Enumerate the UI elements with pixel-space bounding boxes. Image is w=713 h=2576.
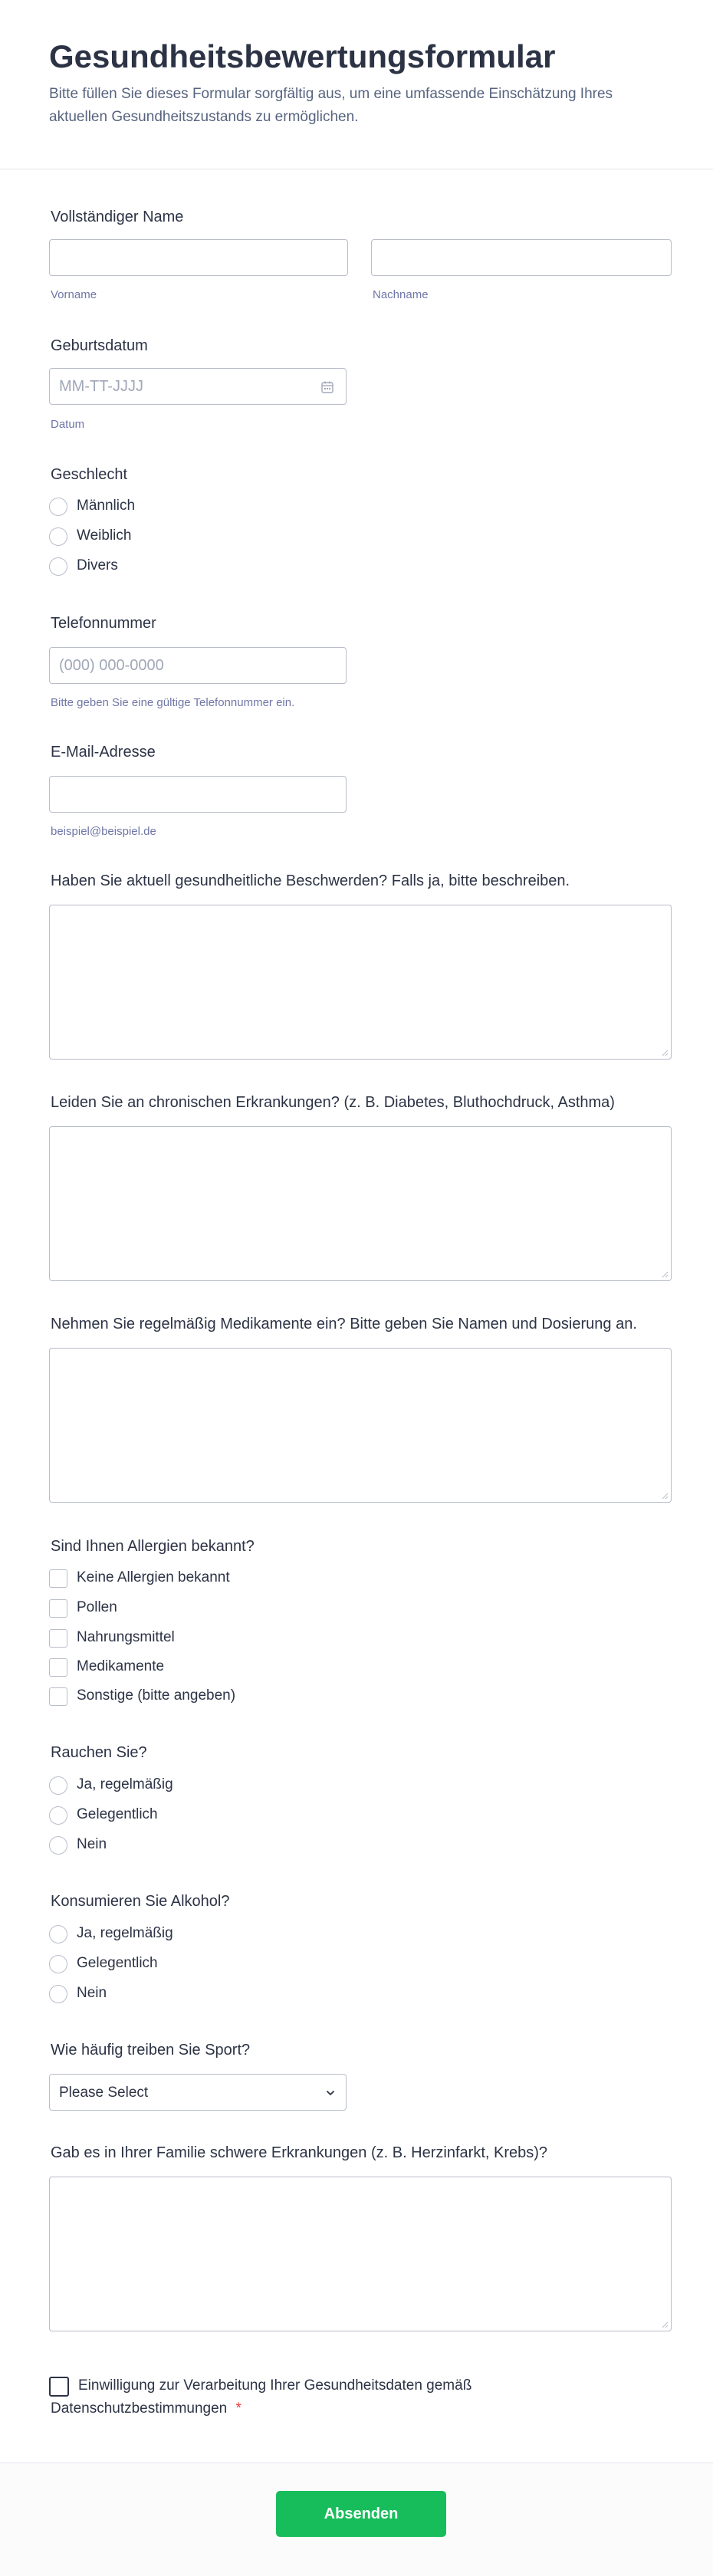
form-title: Gesundheitsbewertungsformular — [49, 38, 556, 74]
birthdate-sublabel: Datum — [51, 418, 85, 431]
birthdate-input[interactable]: MM-TT-JJJJ — [49, 368, 347, 405]
radio-button[interactable] — [49, 1806, 67, 1825]
option-label: Männlich — [77, 498, 136, 514]
option-label: Pollen — [77, 1599, 117, 1615]
smoking-label: Rauchen Sie? — [51, 1744, 147, 1761]
submit-button[interactable]: Absenden — [276, 2491, 446, 2537]
sport-select[interactable] — [49, 2074, 347, 2111]
family-textarea[interactable] — [49, 2177, 672, 2331]
radio-button[interactable] — [49, 1985, 67, 2003]
alcohol-label: Konsumieren Sie Alkohol? — [51, 1893, 230, 1910]
gender-label: Geschlecht — [51, 466, 128, 483]
checkbox[interactable] — [49, 1569, 67, 1588]
first-name-sublabel: Vorname — [51, 288, 97, 301]
resize-handle-icon[interactable] — [661, 1049, 669, 1056]
chevron-down-icon — [324, 2087, 337, 2099]
checkbox[interactable] — [49, 1599, 67, 1618]
option-label: Weiblich — [77, 527, 132, 544]
option-label: Nahrungsmittel — [77, 1629, 175, 1645]
email-sublabel: beispiel@beispiel.de — [51, 825, 156, 838]
option-label: Divers — [77, 557, 118, 573]
option-label: Nein — [77, 1985, 107, 2001]
option-label: Sonstige (bitte angeben) — [77, 1687, 236, 1704]
option-label: Gelegentlich — [77, 1955, 158, 1971]
birthdate-label: Geburtsdatum — [51, 337, 148, 354]
medication-textarea[interactable] — [49, 1348, 672, 1503]
option-label: Ja, regelmäßig — [77, 1776, 173, 1792]
name-label: Vollständiger Name — [51, 209, 184, 225]
complaints-textarea[interactable] — [49, 905, 672, 1060]
radio-button[interactable] — [49, 1925, 67, 1944]
option-label: Keine Allergien bekannt — [77, 1569, 230, 1585]
option-label: Nein — [77, 1836, 107, 1852]
phone-sublabel: Bitte geben Sie eine gültige Telefonnummer ein. — [51, 696, 295, 709]
checkbox[interactable] — [49, 1687, 67, 1706]
allergies-label: Sind Ihnen Allergien bekannt? — [51, 1538, 255, 1555]
calendar-icon[interactable] — [320, 380, 334, 394]
form-header — [0, 0, 713, 169]
option-label: Medikamente — [77, 1658, 165, 1674]
checkbox[interactable] — [49, 1629, 67, 1648]
radio-button[interactable] — [49, 527, 67, 546]
email-input[interactable] — [49, 776, 347, 813]
resize-handle-icon[interactable] — [661, 1492, 669, 1500]
family-label: Gab es in Ihrer Familie schwere Erkrankungen (z. B. Herzinfarkt, Krebs)? — [51, 2144, 548, 2161]
radio-button[interactable] — [49, 498, 67, 516]
chronic-label: Leiden Sie an chronischen Erkrankungen? (z. B. Diabetes, Bluthochdruck, Asthma) — [51, 1094, 615, 1111]
radio-button[interactable] — [49, 1776, 67, 1795]
medication-label: Nehmen Sie regelmäßig Medikamente ein? Bitte geben Sie Namen und Dosierung an. — [51, 1316, 637, 1332]
last-name-input[interactable] — [371, 239, 672, 276]
required-mark: * — [235, 2400, 242, 2417]
email-label: E-Mail-Adresse — [51, 744, 156, 761]
sport-label: Wie häufig treiben Sie Sport? — [51, 2042, 251, 2058]
radio-button[interactable] — [49, 1955, 67, 1973]
consent-label-line2: Datenschutzbestimmungen — [51, 2400, 228, 2417]
phone-label: Telefonnummer — [51, 615, 156, 632]
chronic-textarea[interactable] — [49, 1126, 672, 1281]
consent-checkbox[interactable] — [49, 2377, 69, 2397]
resize-handle-icon[interactable] — [661, 1270, 669, 1278]
resize-handle-icon[interactable] — [661, 2321, 669, 2328]
consent-label-line2-wrap — [51, 2400, 242, 2417]
last-name-sublabel: Nachname — [373, 288, 429, 301]
phone-input[interactable]: (000) 000-0000 — [49, 647, 347, 684]
sport-select-value: Please Select — [59, 2085, 149, 2101]
complaints-label: Haben Sie aktuell gesundheitliche Beschwerden? Falls ja, bitte beschreiben. — [51, 872, 570, 889]
checkbox[interactable] — [49, 1658, 67, 1677]
option-label: Ja, regelmäßig — [77, 1925, 173, 1941]
first-name-input[interactable] — [49, 239, 348, 276]
option-label: Gelegentlich — [77, 1806, 158, 1822]
consent-label-line1: Einwilligung zur Verarbeitung Ihrer Gesundheitsdaten gemäß — [78, 2377, 472, 2394]
radio-button[interactable] — [49, 1836, 67, 1855]
radio-button[interactable] — [49, 557, 67, 576]
form-subtitle: Bitte füllen Sie dieses Formular sorgfältig aus, um eine umfassende Einschätzung Ihres aktuellen Gesundheitszustands zu ermöglichen. — [49, 86, 613, 125]
